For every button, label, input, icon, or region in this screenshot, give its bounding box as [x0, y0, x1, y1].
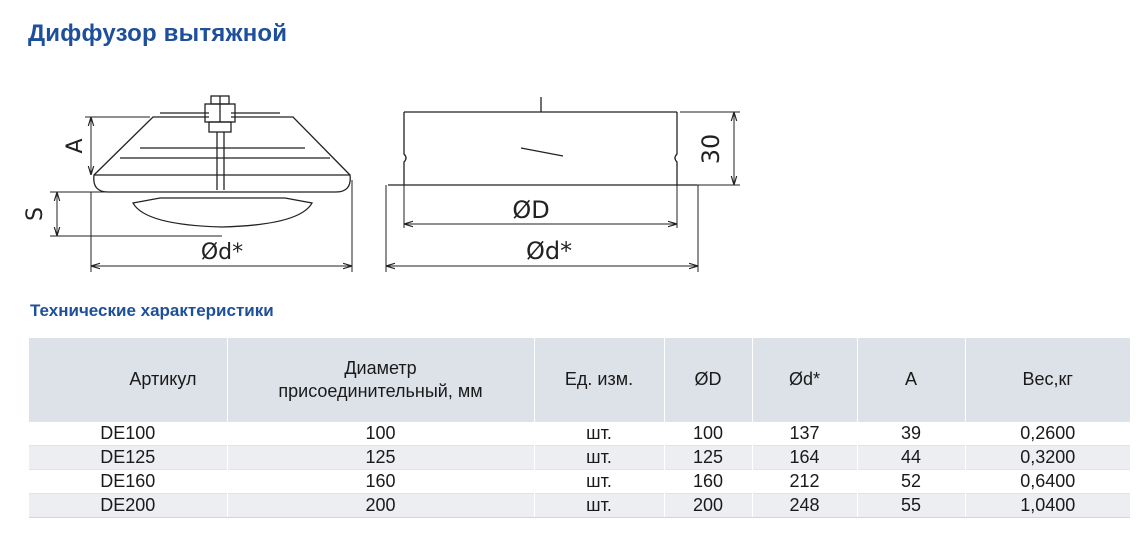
header-article: Артикул	[29, 338, 227, 422]
cell-d-star: 248	[752, 494, 857, 518]
cell-a: 44	[857, 446, 965, 470]
header-weight: Вес,кг	[965, 338, 1130, 422]
dimension-s-label: S	[23, 207, 48, 221]
cell-outer-d: 125	[664, 446, 752, 470]
page-title: Диффузор вытяжной	[28, 20, 288, 47]
cell-article: DE200	[29, 494, 227, 518]
cell-unit: шт.	[534, 494, 664, 518]
dimension-height-label: 30	[697, 133, 725, 165]
dimension-d-outer-label: ØD	[512, 196, 550, 224]
cell-weight: 0,6400	[965, 470, 1130, 494]
dimension-diam-label-front: Ød*	[525, 237, 573, 265]
cell-article: DE100	[29, 422, 227, 446]
technical-drawing	[0, 85, 1142, 285]
cell-outer-d: 100	[664, 422, 752, 446]
dimension-a-label: A	[63, 138, 88, 154]
table-row	[29, 494, 1130, 518]
header-unit: Ед. изм.	[534, 338, 664, 422]
table-row	[29, 446, 1130, 470]
cell-diameter: 160	[227, 470, 534, 494]
specifications-table	[29, 338, 1130, 518]
cell-a: 55	[857, 494, 965, 518]
cell-outer-d: 200	[664, 494, 752, 518]
table-row	[29, 470, 1130, 494]
header-a: A	[857, 338, 965, 422]
header-outer-d: ØD	[664, 338, 752, 422]
header-d-star: Ød*	[752, 338, 857, 422]
cell-diameter: 125	[227, 446, 534, 470]
cell-weight: 1,0400	[965, 494, 1130, 518]
cell-diameter: 100	[227, 422, 534, 446]
cell-unit: шт.	[534, 470, 664, 494]
cell-d-star: 164	[752, 446, 857, 470]
cell-d-star: 212	[752, 470, 857, 494]
cell-d-star: 137	[752, 422, 857, 446]
cell-unit: шт.	[534, 422, 664, 446]
header-diameter: Диаметр присоединительный, мм	[227, 338, 534, 422]
cell-article: DE160	[29, 470, 227, 494]
cell-a: 39	[857, 422, 965, 446]
cell-unit: шт.	[534, 446, 664, 470]
cell-weight: 0,3200	[965, 446, 1130, 470]
table-row	[29, 422, 1130, 446]
cell-diameter: 200	[227, 494, 534, 518]
cell-article: DE125	[29, 446, 227, 470]
cell-outer-d: 160	[664, 470, 752, 494]
table-header-row	[29, 338, 1130, 422]
section-title: Технические характеристики	[30, 301, 274, 320]
dimension-diam-label-side: Ød*	[200, 240, 244, 265]
cell-weight: 0,2600	[965, 422, 1130, 446]
cell-a: 52	[857, 470, 965, 494]
